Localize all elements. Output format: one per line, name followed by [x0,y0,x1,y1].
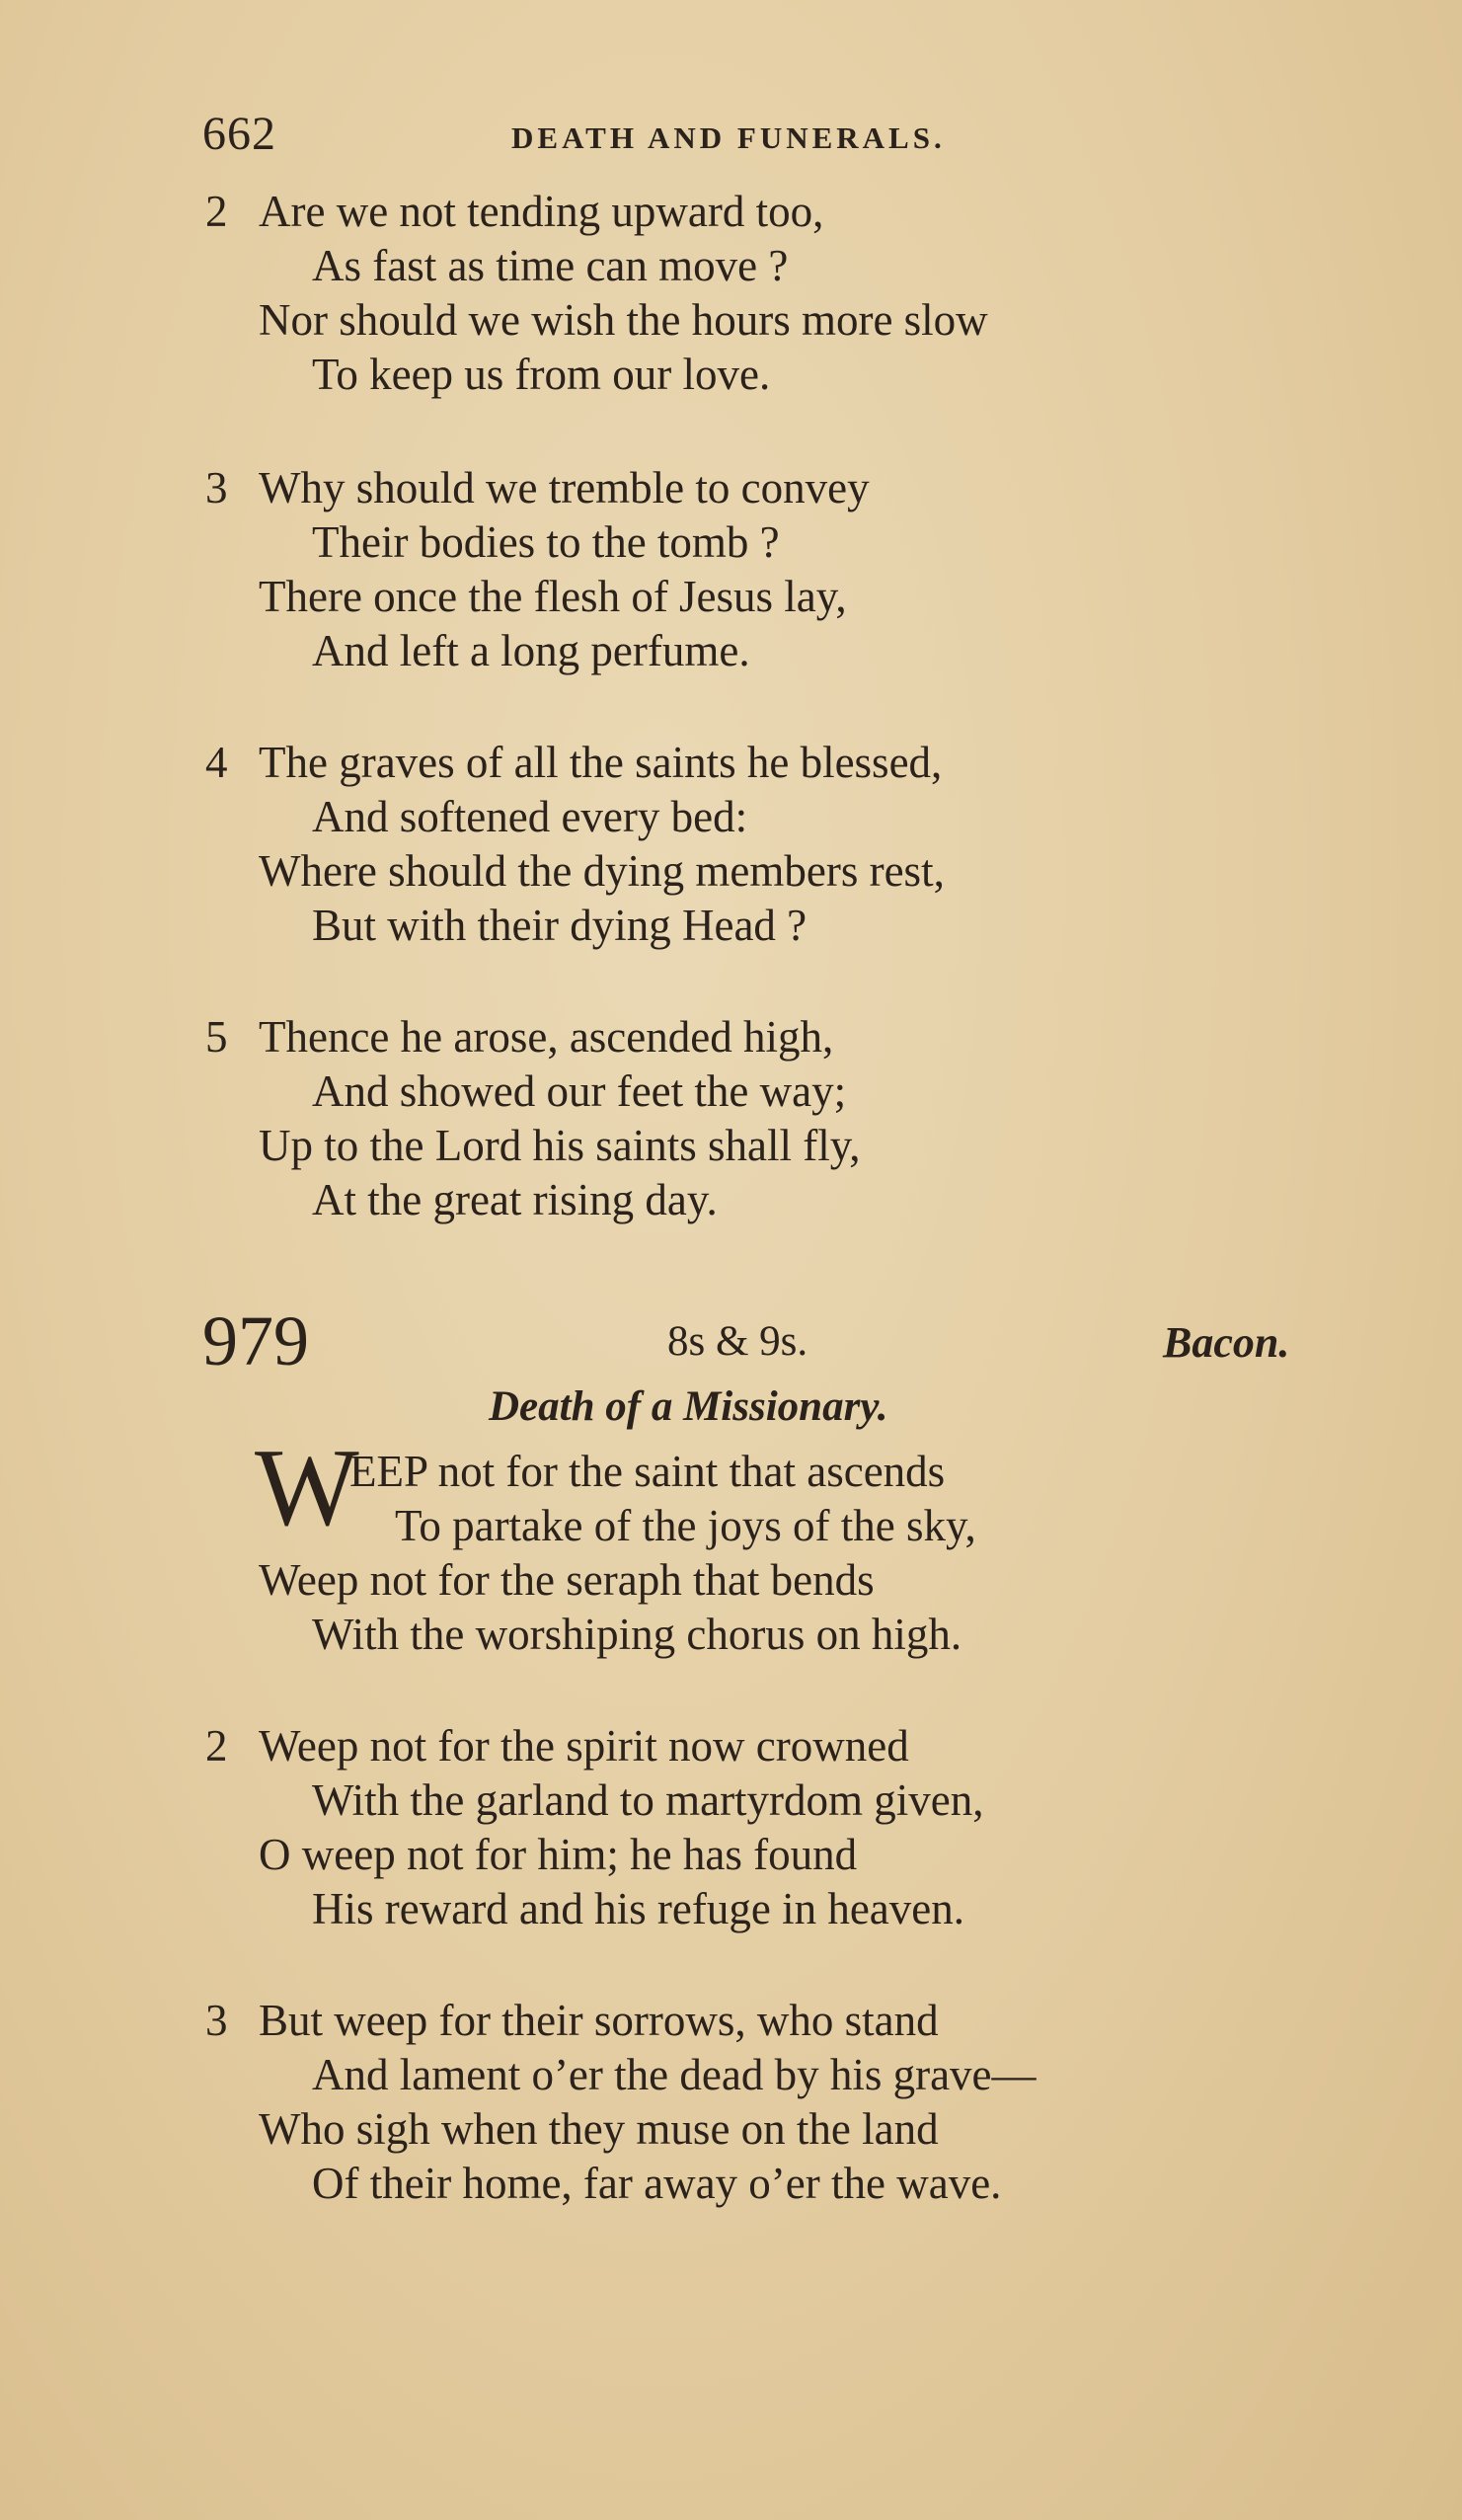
verse-line: But with their dying Head ? [312,901,808,950]
hymn-meter: 8s & 9s. [667,1318,808,1365]
verse-line: With the garland to martyrdom given, [312,1775,984,1825]
verse-line: Of their home, far away o’er the wave. [312,2159,1002,2208]
drop-cap: W [255,1427,359,1549]
page-number: 662 [202,108,276,160]
verse-line: With the worshiping chorus on high. [312,1610,962,1659]
verse-line: To partake of the joys of the sky, [395,1501,976,1550]
hymn-title: Death of a Missionary. [489,1383,888,1430]
verse-line: Their bodies to the tomb ? [312,517,780,567]
hymn-heading [0,1301,1462,1380]
verse-line: Where should the dying members rest, [259,846,945,896]
verse-line: But weep for their sorrows, who stand [259,1996,939,2045]
verse-line: Weep not for the spirit now crowned [259,1721,909,1771]
verse-line: His reward and his refuge in heaven. [312,1884,965,1933]
verse-line: Thence he arose, ascended high, [259,1012,834,1062]
stanza-number: 2 [205,187,228,236]
verse-line: And showed our feet the way; [312,1066,847,1116]
stanza-number: 2 [205,1721,228,1771]
verse-line: Are we not tending upward too, [259,187,824,236]
verse-line: Why should we tremble to convey [259,463,870,512]
verse-line: The graves of all the saints he blessed, [259,738,943,787]
verse-line: At the great rising day. [312,1175,718,1224]
verse-line: To keep us from our love. [312,350,771,399]
hymn-tune: Bacon. [1163,1318,1290,1367]
verse-line: EEP not for the saint that ascends [349,1447,946,1496]
stanza-number: 3 [205,1996,228,2045]
verse-line: And softened every bed: [312,792,748,841]
page-header [0,107,1462,166]
stanza-number: 5 [205,1012,228,1062]
verse-line: There once the flesh of Jesus lay, [259,572,847,621]
verse-line: Up to the Lord his saints shall fly, [259,1121,861,1170]
verse-line: Who sigh when they muse on the land [259,2104,939,2154]
verse-line: Weep not for the seraph that bends [259,1555,875,1605]
verse-line: And lament o’er the dead by his grave— [312,2050,1037,2099]
stanza-number: 3 [205,463,228,512]
verse-line: And left a long perfume. [312,626,750,675]
verse-line: Nor should we wish the hours more slow [259,295,988,345]
running-title: DEATH AND FUNERALS. [511,120,946,155]
verse-line: O weep not for him; he has found [259,1830,858,1879]
hymn-number: 979 [202,1301,309,1380]
verse-line: As fast as time can move ? [312,241,789,290]
stanza-number: 4 [205,738,228,787]
